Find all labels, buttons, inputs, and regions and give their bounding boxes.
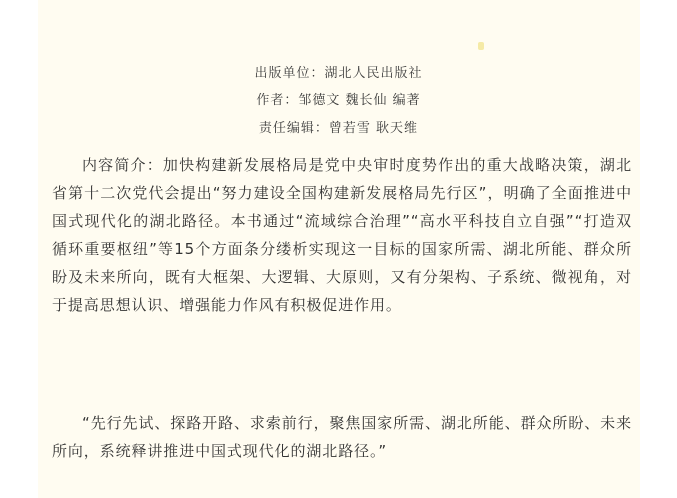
- quote-paragraph: “先行先试、探路开路、求索前行，聚焦国家所需、湖北所能、群众所盼、未来所向，系统释讲推进中国式现代化的湖北路径。”: [52, 414, 632, 460]
- authors-line: 作者：邹德文 魏长仙 编著: [256, 93, 421, 108]
- publisher-line: 出版单位：湖北人民出版社: [254, 66, 423, 81]
- editors-line: 责任编辑：曾若雪 耿天维: [258, 121, 419, 136]
- intro-paragraph: 内容简介：加快构建新发展格局是党中央审时度势作出的重大战略决策，湖北省第十二次党代会提出“努力建设全国构建新发展格局先行区”，明确了全面推进中国式现代化的湖北路径。本书通过“流域综合治理”“高水平科技自立自强”“打造双循环重要枢纽”等15个方面条分缕析实现这一目标的国家所需、湖北所能、群众所盼及未来所向，既有大框架、大逻辑、大原则，又有分架构、子系统、微视角，对于提高思想认识、增强能力作风有积极促进作用。: [52, 156, 632, 314]
- decorative-dot: [478, 42, 484, 50]
